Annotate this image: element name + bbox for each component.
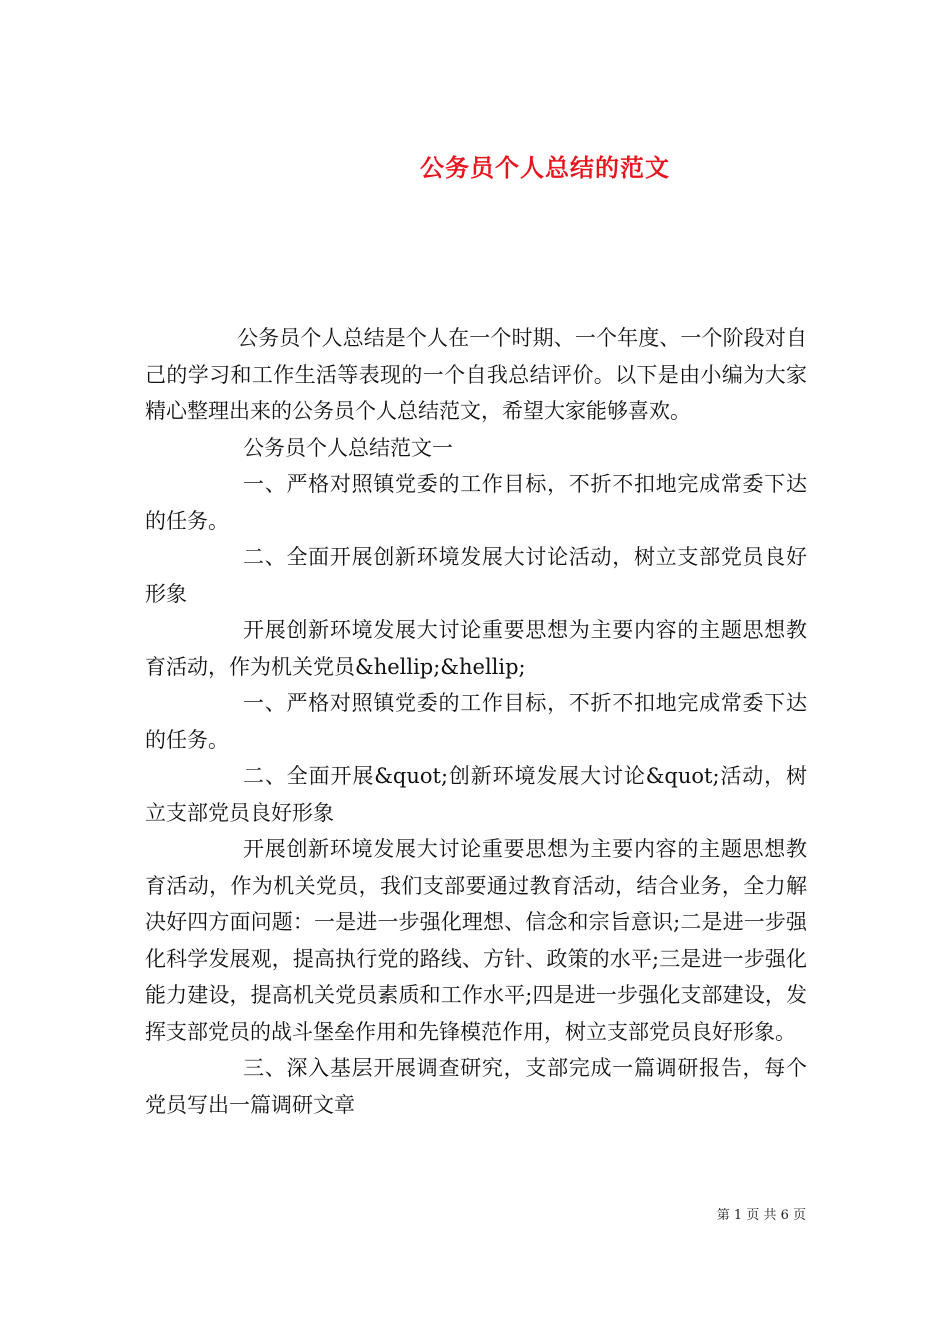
paragraph: 二、全面开展&quot;创新环境发展大讨论&quot;活动，树立支部党员良好形象 [145, 764, 807, 825]
paragraph: 一、严格对照镇党委的工作目标，不折不扣地完成常委下达的任务。 [145, 691, 807, 752]
paragraph: 三、深入基层开展调查研究，支部完成一篇调研报告，每个党员写出一篇调研文章 [145, 1056, 807, 1117]
paragraph: 一、严格对照镇党委的工作目标，不折不扣地完成常委下达的任务。 [145, 472, 807, 533]
paragraph: 开展创新环境发展大讨论重要思想为主要内容的主题思想教育活动，作为机关党员&hellip;&hellip; [145, 618, 807, 679]
section-heading: 公务员个人总结范文一 [243, 435, 453, 460]
page-title: 公务员个人总结的范文 [420, 153, 670, 183]
paragraph: 二、全面开展创新环境发展大讨论活动，树立支部党员良好形象 [145, 545, 807, 606]
paragraph: 公务员个人总结是个人在一个时期、一个年度、一个阶段对自己的学习和工作生活等表现的一个自我总结评价。以下是由小编为大家精心整理出来的公务员个人总结范文，希望大家能够喜欢。 [145, 326, 807, 423]
paragraph: 开展创新环境发展大讨论重要思想为主要内容的主题思想教育活动，作为机关党员，我们支部要通过教育活动，结合业务，全力解决好四方面问题：一是进一步强化理想、信念和宗旨意识;二是进一步强化科学发展观，提高执行党的路线、方针、政策的水平;三是进一步强化能力建设，提高机关党员素质和工作水平;四是进一步强化支部建设，发挥支部党员的战斗堡垒作用和先锋模范作用，树立支部党员良好形象。 [145, 837, 807, 1044]
page-number: 第 1 页 共 6 页 [716, 1208, 806, 1223]
document-body [145, 320, 807, 1123]
